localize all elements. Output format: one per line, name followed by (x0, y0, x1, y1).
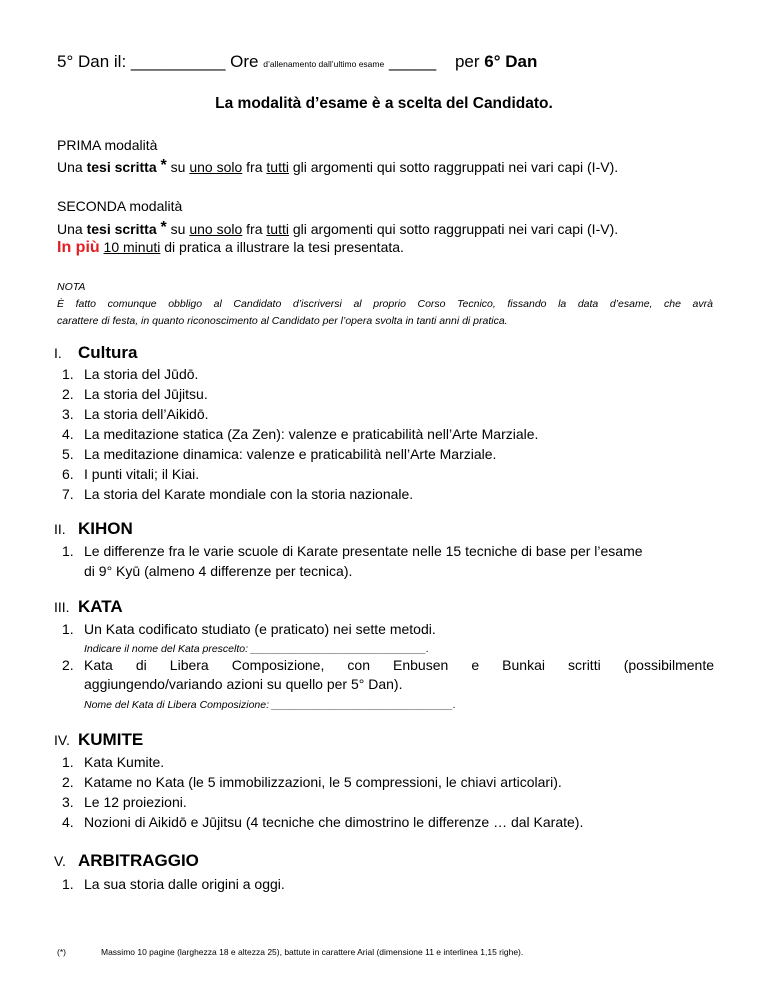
list-item: 1. Le differenze fra le varie scuole di Karate presentate nelle 15 tecniche di base per l’esame (62, 543, 643, 559)
asterisk-mark: * (160, 219, 167, 236)
list-item: 1. La storia del Jūdō. (62, 366, 199, 382)
footnote (57, 947, 523, 957)
footnote-mark: (*) (57, 947, 66, 957)
list-item: 1. Un Kata codificato studiato (e praticato) nei sette metodi. (62, 621, 436, 637)
footnote-text: Massimo 10 pagine (larghezza 18 e altezza 25), battute in carattere Arial (dimensione 11 e interlinea 1,15 righe). (101, 947, 524, 957)
asterisk-mark: * (160, 157, 167, 174)
list-item: 7. La storia del Karate mondiale con la storia nazionale. (62, 486, 414, 502)
list-item: 1. Kata Kumite. (62, 754, 165, 770)
dan6-label: 6° Dan (484, 52, 538, 71)
list-item: 3. La storia dell’Aikidō. (62, 406, 209, 422)
cultura-list (62, 364, 538, 504)
section-arbitraggio-heading: V. ARBITRAGGIO (54, 851, 199, 870)
kata-note-2: Nome del Kata di Libera Composizione: _______________________________. (84, 699, 456, 711)
list-item: 3. Le 12 proiezioni. (62, 794, 187, 810)
seconda-text: Una tesi scritta * su uno solo fra tutti gli argomenti qui sotto raggruppati nei vari capi (I-V). (57, 219, 619, 237)
arbitraggio-list (62, 874, 285, 894)
inpiu-label: In più (57, 239, 100, 256)
page-title: La modalità d’esame è a scelta del Candidato. (215, 95, 553, 112)
kata-item-2-line-1: Kata di Libera Composizione, con Enbusen e Bunkai scritti (possibilmente (84, 657, 714, 673)
list-item: 2. La storia del Jūjitsu. (62, 386, 208, 402)
list-item: 6. I punti vitali; il Kiai. (62, 466, 200, 482)
section-cultura-heading: I. Cultura (54, 343, 138, 362)
per-label: per (454, 52, 480, 71)
ore-label: Ore (230, 52, 259, 71)
list-item: 1. La sua storia dalle origini a oggi. (62, 876, 285, 892)
section-kihon-heading: II. KIHON (54, 519, 133, 538)
list-item-continuation: aggiungendo/variando azioni su quello per 5° Dan). (84, 676, 403, 692)
section-kata-heading: III. KATA (54, 597, 123, 616)
kumite-list (62, 752, 583, 832)
ore-note: d’allenamento dall’ultimo esame (263, 59, 385, 69)
list-item: 2. Katame no Kata (le 5 immobilizzazioni, le 5 compressioni, le chiavi articolari). (62, 774, 562, 790)
nota-line-2: carattere di festa, in quanto riconoscimento al Candidato per l’opera svolta in tanti anni di pratica. (57, 315, 508, 327)
dan5-field: 5° Dan il: __________ (57, 52, 226, 71)
kata-note-1: Indicare il nome del Kata prescelto: ______________________________. (84, 643, 430, 655)
list-item-continuation: di 9° Kyū (almeno 4 differenze per tecnica). (84, 563, 353, 579)
seconda-inpiu: In più 10 minuti di pratica a illustrare la tesi presentata. (57, 239, 404, 256)
prima-label: PRIMA modalità (57, 137, 158, 153)
prima-text: Una tesi scritta * su uno solo fra tutti gli argomenti qui sotto raggruppati nei vari capi (I-V). (57, 157, 619, 175)
exam-requirements-page: 5° Dan il: __________ Ore d’allenamento dall’ultimo esame _____ per 6° Dan La modalità d’esame è a scelta del Candidato. PRIMA modalità Una tesi scritta * su uno solo fra tutti gli argomenti qui sotto raggruppati nei vari capi (I-V). SECONDA modalità Una tesi scritta * su uno solo fra tutti gli argomenti qui sotto raggruppati nei vari capi (I-V). In più 10 minuti di pratica a illustrare la tesi presentata. NOTA È fatto comunque obbligo al Candidato d’iscriversi al proprio Corso Tecnico, fissando la data d’esame, che avrà carattere di festa, in quanto riconoscimento al Candidato per l’opera svolta in tanti anni di pratica. I. Cultura 1. La storia del Jūdō. 2. La storia del Jūjitsu. 3. La storia dell’Aikidō. 4. La meditazione statica (Za Zen): valenze e praticabilità nell’Arte Marziale. 5. La meditazione dinamica: valenze e praticabilità nell’Arte Marziale. 6. I punti vitali; il Kiai. 7. La storia del Karate mondiale con la storia nazionale. II. KIHON 1. Le differenze fra le varie scuole di Karate presentate nelle 15 tecniche di base per l’esame di 9° Kyū (almeno 4 differenze per tecnica). III. KATA 1. Un Kata codificato studiato (e praticato) nei sette metodi. Indicare il nome del Kata prescelto: ______________________________. 2. Kata di Libera Composizione, con Enbusen e Bunkai scritti (possibilmente aggiungendo/variando azioni su quello per 5° Dan). Nome del Kata di Libera Composizione: _______________________________. IV. KUMITE 1. Kata Kumite. 2. Katame no Kata (le 5 immobilizzazioni, le 5 compressioni, le chiavi articolari). 3. Le 12 proiezioni. 4. Nozioni di Aikidō e Jūjitsu (4 tecniche che dimostrino le differenze … dal Karate). V. ARBITRAGGIO 1. La sua storia dalle origini a oggi. (*) Massimo 10 pagine (larghezza 18 e altezza 25), battute in carattere Arial (dimensione 11 e interlinea 1,15 righe). (0, 0, 768, 994)
list-item: 4. Nozioni di Aikidō e Jūjitsu (4 tecniche che dimostrino le differenze … dal Karate). (62, 814, 584, 830)
nota-line-1: È fatto comunque obbligo al Candidato d’iscriversi al proprio Corso Tecnico, fissando la data d’esame, che avrà (57, 298, 713, 310)
list-item: 4. La meditazione statica (Za Zen): valenze e praticabilità nell’Arte Marziale. (62, 426, 539, 442)
nota-label: NOTA (57, 281, 86, 293)
seconda-label: SECONDA modalità (57, 198, 183, 214)
ore-blank: _____ (388, 52, 437, 71)
section-kumite-heading: IV. KUMITE (54, 730, 144, 749)
nota-block (57, 279, 713, 330)
list-item: 5. La meditazione dinamica: valenze e praticabilità nell’Arte Marziale. (62, 446, 497, 462)
header-line (57, 52, 537, 72)
